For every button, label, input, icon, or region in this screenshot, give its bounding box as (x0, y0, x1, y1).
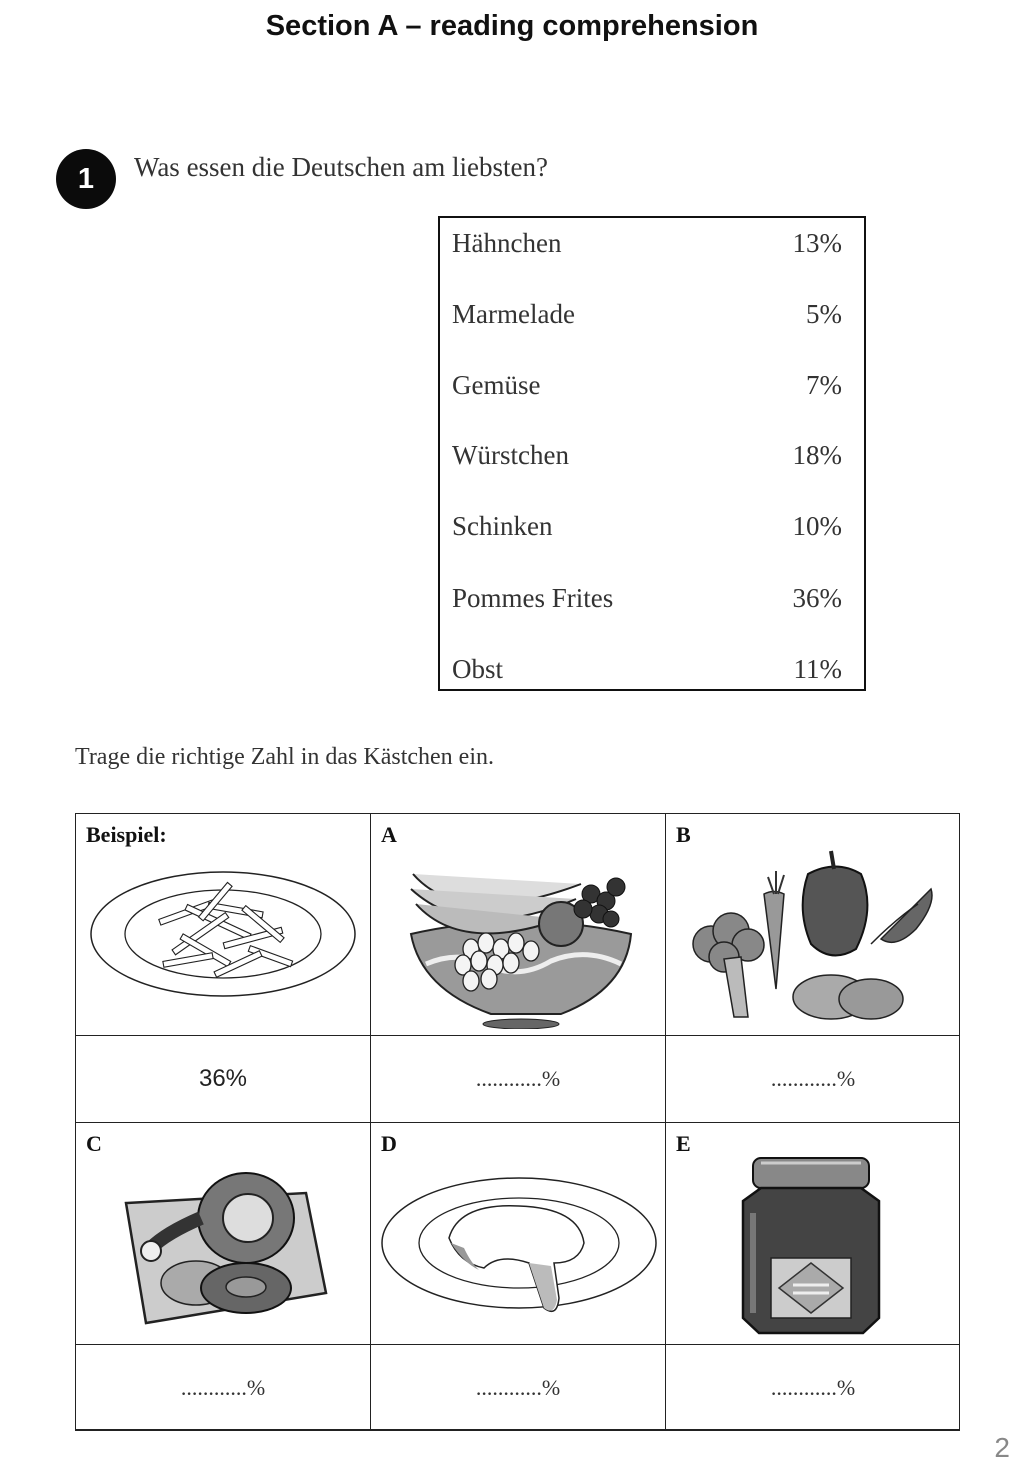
stat-percent: 18% (792, 440, 842, 470)
answer-field-c[interactable]: ............% (75, 1344, 370, 1431)
cell-label: C (86, 1131, 102, 1156)
stat-food: Gemüse (452, 370, 541, 400)
stat-row (452, 654, 842, 685)
ham-icon (116, 1163, 336, 1338)
option-d-image-cell (370, 1122, 665, 1344)
answer-field-a[interactable]: ............% (370, 1035, 665, 1122)
stat-row (452, 440, 842, 471)
option-e-image-cell (665, 1122, 960, 1344)
answer-field-b[interactable]: ............% (665, 1035, 960, 1122)
question-number-badge: 1 (56, 149, 116, 209)
stat-row (452, 511, 842, 542)
french-fries-plate-icon (88, 869, 358, 1029)
example-image-cell (75, 813, 370, 1035)
page-number: 2 (994, 1432, 1010, 1463)
stat-food: Obst (452, 654, 504, 684)
option-a-image-cell (370, 813, 665, 1035)
stat-row (452, 299, 842, 330)
stat-food: Hähnchen (452, 228, 562, 258)
example-answer-cell: 36% (75, 1035, 370, 1122)
stat-food: Marmelade (452, 299, 575, 329)
vegetables-icon (686, 849, 946, 1029)
answer-field-d[interactable]: ............% (370, 1344, 665, 1431)
cell-label: B (676, 822, 691, 847)
stat-food: Würstchen (452, 440, 569, 470)
cell-label: Beispiel: (86, 822, 167, 847)
stat-percent: 10% (792, 511, 842, 541)
instruction-text: Trage die richtige Zahl in das Kästchen ein. (75, 744, 494, 770)
stat-row (452, 583, 842, 614)
stat-percent: 5% (806, 299, 842, 329)
stat-percent: 13% (792, 228, 842, 258)
jam-jar-icon (731, 1153, 891, 1338)
option-b-image-cell (665, 813, 960, 1035)
stats-table (438, 216, 866, 691)
question-text: Was essen die Deutschen am liebsten? (134, 152, 548, 182)
cell-label: A (381, 822, 397, 847)
answer-grid (75, 813, 960, 1431)
stat-row (452, 370, 842, 401)
cell-label: E (676, 1131, 691, 1156)
stat-row (452, 228, 842, 259)
chicken-plate-icon (379, 1168, 659, 1338)
stat-percent: 11% (793, 654, 842, 684)
fruit-bowl-icon (401, 839, 641, 1029)
option-c-image-cell (75, 1122, 370, 1344)
cell-label: D (381, 1131, 397, 1156)
stat-food: Schinken (452, 511, 553, 541)
answer-field-e[interactable]: ............% (665, 1344, 960, 1431)
stat-food: Pommes Frites (452, 583, 614, 613)
section-title: Section A – reading comprehension (265, 10, 759, 42)
stat-percent: 36% (792, 583, 842, 613)
stat-percent: 7% (806, 370, 842, 400)
